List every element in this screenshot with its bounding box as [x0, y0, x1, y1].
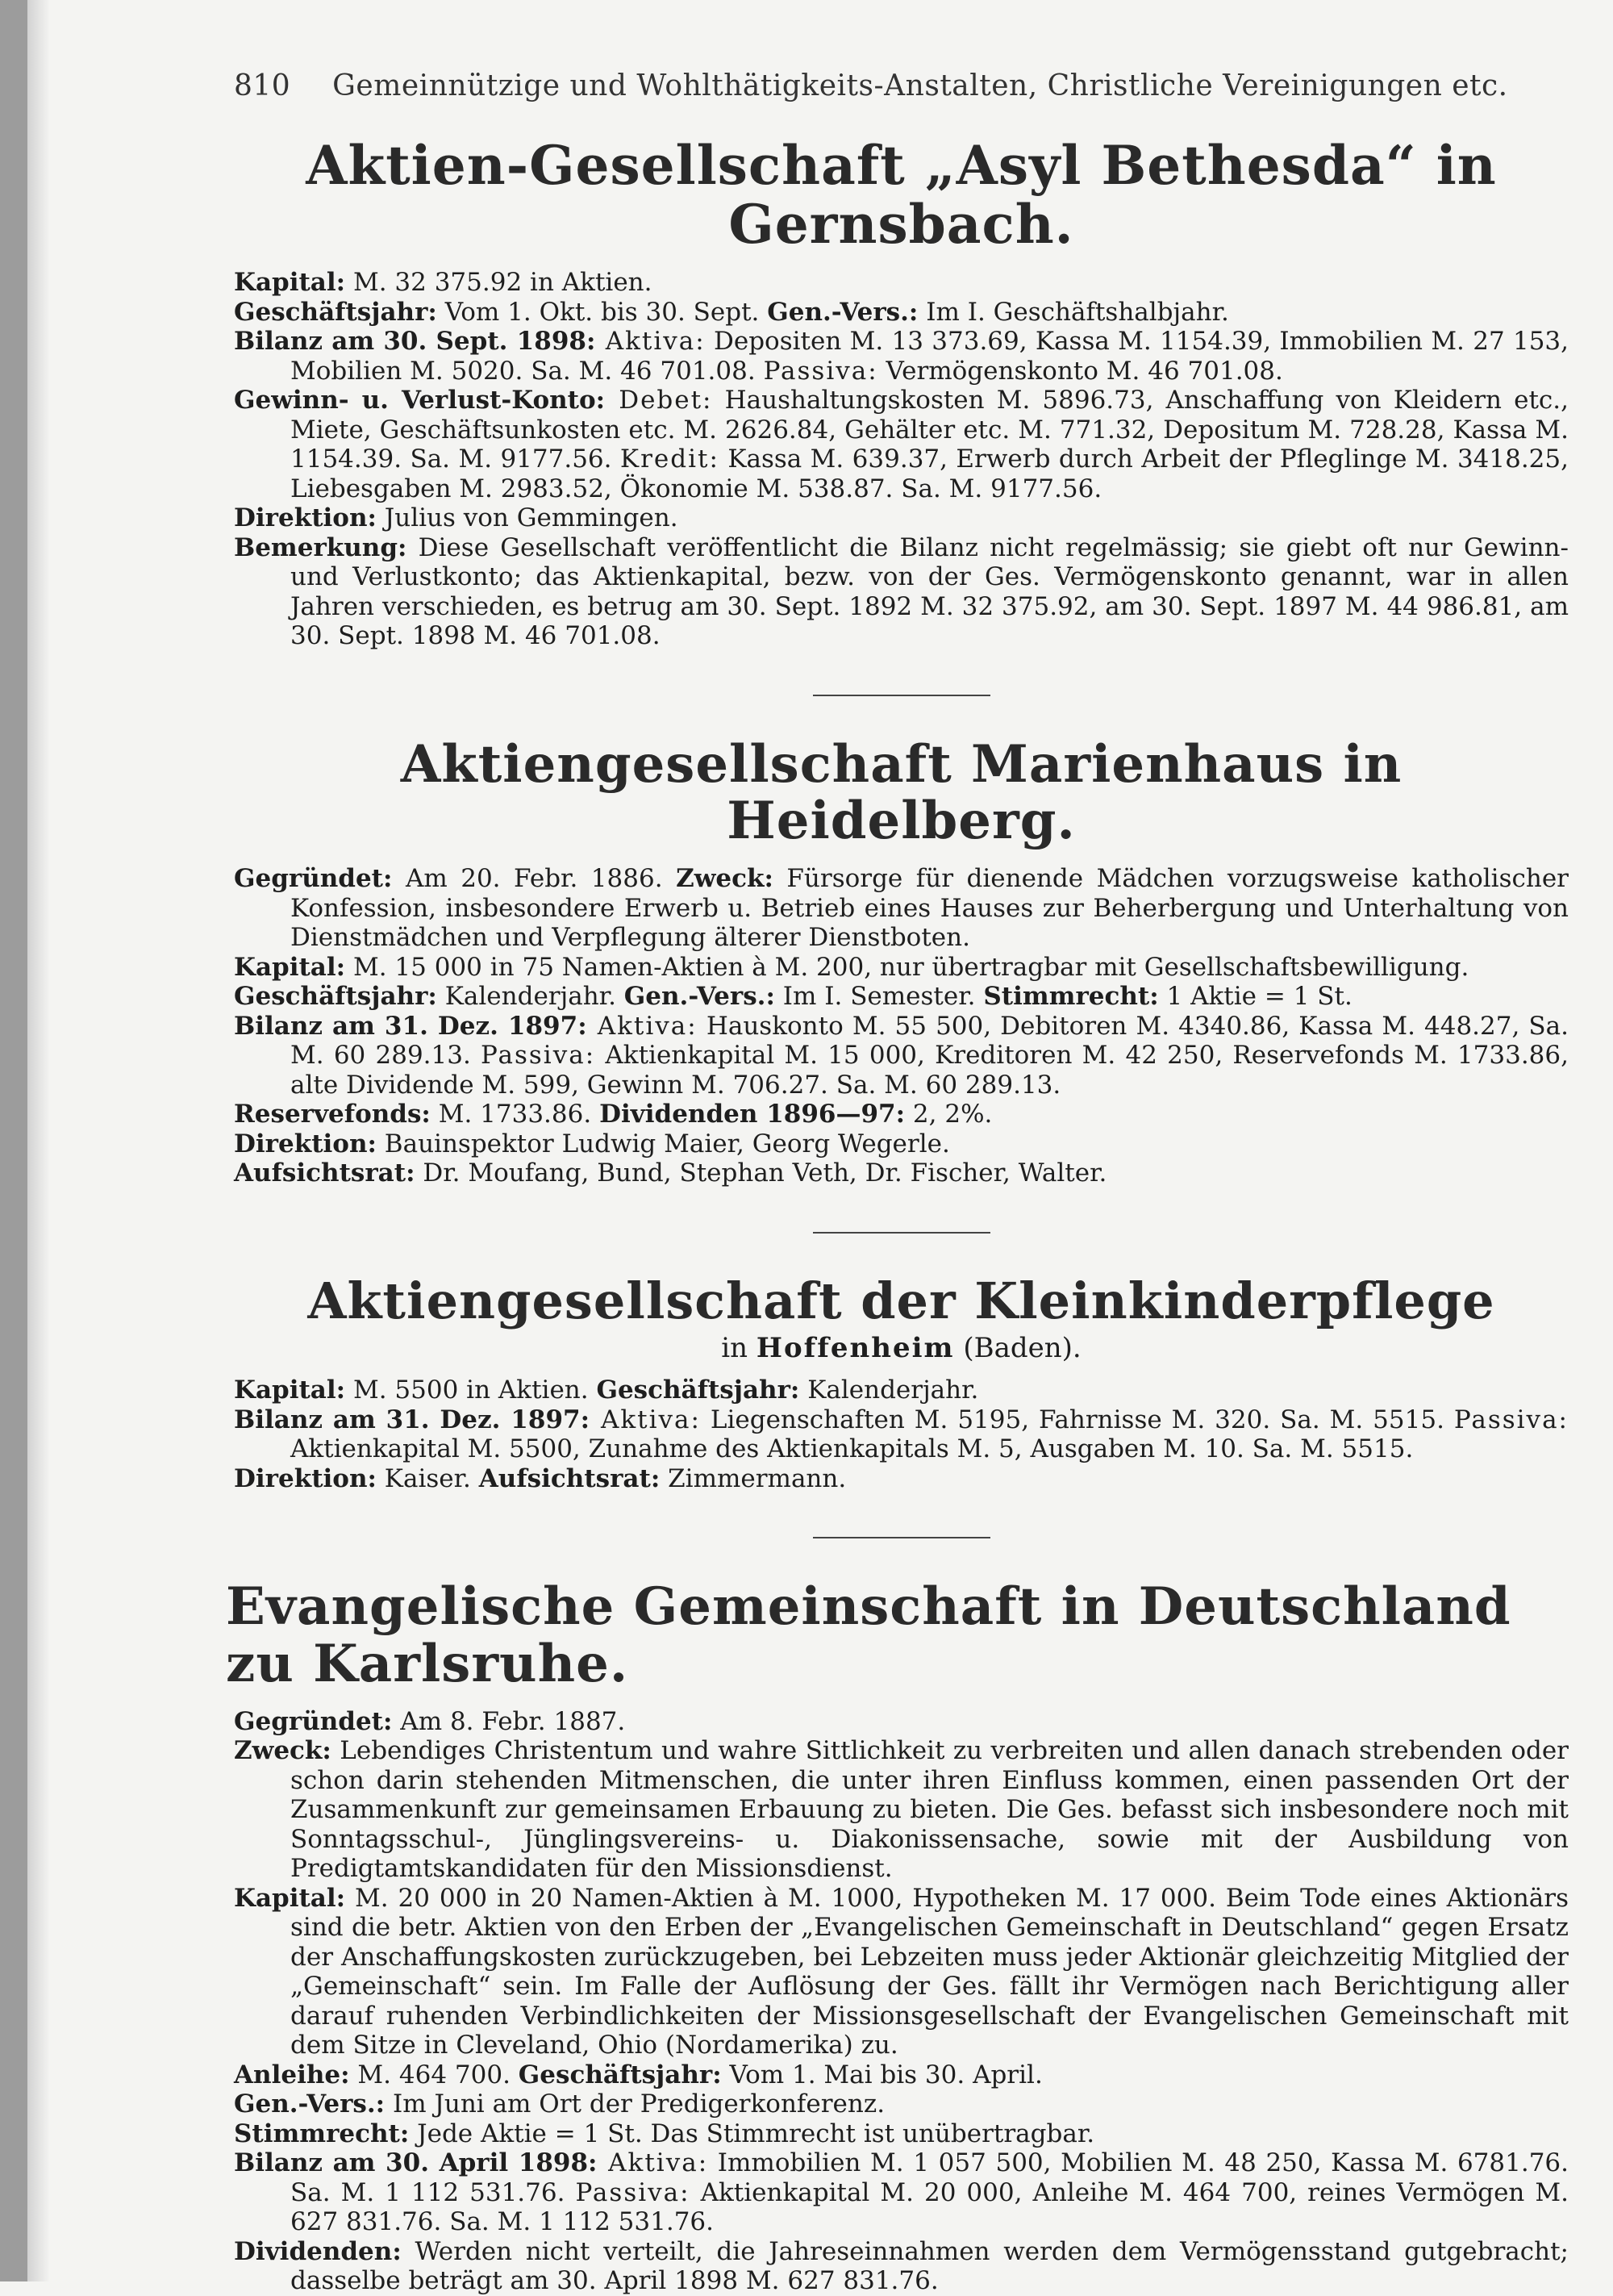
entry-anleihe: Anleihe: M. 464 700. Geschäftsjahr: Vom 1. Mai bis 30. April.	[234, 2060, 1043, 2089]
entry-bilanz: Bilanz am 31. Dez. 1897: Aktiva: Hauskonto M. 55 500, Debitoren M. 4340.86, Kassa M. 448.27, Sa. M. 60 289.13. Passiva: Aktienkapital M. 15 000, Kreditoren M. 42 250, Reservefonds M. 1733.86, alte Dividende M. 599, Gewinn M. 706.27. Sa. M. 60 289.13.	[234, 1011, 1569, 1100]
entry-geschaeftsjahr: Geschäftsjahr: Vom 1. Okt. bis 30. Sept. Gen.-Vers.: Im I. Geschäftshalbjahr.	[234, 297, 1229, 327]
entry-zweck: Zweck: Lebendiges Christentum und wahre Sittlichkeit zu verbreiten und allen danach strebenden oder schon darin stehenden Mitmenschen, die unter ihren Einfluss kommen, einen passenden Ort der Zusammenkunft zur gemeinsamen Erbauung zu bieten. Die Ges. befasst sich insbesondere noch mit Sonntagsschul-, Jünglingsvereins- u. Diakonissensache, sowie mit der Ausbildung von Predigtamtskandidaten für den Missionsdienst.	[234, 1736, 1569, 1884]
entry-bemerkung: Bemerkung: Diese Gesellschaft veröffentlicht die Bilanz nicht regelmässig; sie giebt oft nur Gewinn- und Verlustkonto; das Aktienkapital, bezw. von der Ges. Vermögenskonto genannt, war in allen Jahren verschieden, es betrug am 30. Sept. 1892 M. 32 375.92, am 30. Sept. 1897 M. 44 986.81, am 30. Sept. 1898 M. 46 701.08.	[234, 532, 1569, 651]
entry-stimmrecht: Stimmrecht: Jede Aktie = 1 St. Das Stimmrecht ist unübertragbar.	[234, 2119, 1095, 2148]
document-page	[226, 69, 1569, 2296]
section-title: Aktiengesellschaft Marienhaus in Heidelberg.	[400, 733, 1403, 852]
entry-gen-vers: Gen.-Vers.: Im Juni am Ort der Predigerkonferenz.	[234, 2089, 886, 2119]
section-title: Aktiengesellschaft der Kleinkinderpflege	[307, 1271, 1495, 1330]
running-head-text: Gemeinnützige und Wohlthätigkeits-Anstalten, Christliche Vereinigungen etc.	[332, 69, 1508, 102]
section-subtitle: in Hoffenheim (Baden).	[721, 1332, 1082, 1365]
entry-gewinn-verlust: Gewinn- u. Verlust-Konto: Debet: Haushaltungskosten M. 5896.73, Anschaffung von Kleidern etc., Miete, Geschäftsunkosten etc. M. 2626.84, Gehälter etc. M. 771.32, Depositum M. 728.28, Kassa M. 1154.39. Sa. M. 9177.56. Kredit: Kassa M. 639.37, Erwerb durch Arbeit der Pfleglinge M. 3418.25, Liebesgaben M. 2983.52, Ökonomie M. 538.87. Sa. M. 9177.56.	[234, 386, 1569, 503]
entry-bilanz: Bilanz am 30. April 1898: Aktiva: Immobilien M. 1 057 500, Mobilien M. 48 250, Kassa M. 6781.76. Sa. M. 1 112 531.76. Passiva: Aktienkapital M. 20 000, Anleihe M. 464 700, reines Vermögen M. 627 831.76. Sa. M. 1 112 531.76.	[234, 2148, 1569, 2237]
entry-direktion: Direktion: Julius von Gemmingen.	[234, 503, 678, 533]
page-number: 810	[234, 69, 291, 102]
entry-reservefonds: Reservefonds: M. 1733.86. Dividenden 1896—97: 2, 2%.	[234, 1100, 993, 1129]
section-kleinkinderpflege	[234, 1271, 1569, 1493]
section-marienhaus	[234, 733, 1569, 1188]
entry-gegruendet: Gegründet: Am 8. Febr. 1887.	[234, 1706, 626, 1736]
section-divider	[813, 695, 990, 696]
section-divider	[813, 1232, 990, 1234]
entry-gegruendet: Gegründet: Am 20. Febr. 1886. Zweck: Fürsorge für dienende Mädchen vorzugsweise katholischer Konfession, insbesondere Erwerb u. Betrieb eines Hauses zur Beherbergung und Unterhaltung von Dienstmädchen und Verpflegung älterer Dienstboten.	[234, 864, 1569, 953]
entry-aufsichtsrat: Aufsichtsrat: Dr. Moufang, Bund, Stephan Veth, Dr. Fischer, Walter.	[234, 1158, 1107, 1188]
entry-kapital: Kapital: M. 32 375.92 in Aktien.	[234, 268, 652, 298]
entry-dividenden: Dividenden: Werden nicht verteilt, die Jahreseinnahmen werden dem Vermögensstand gutgebracht; dasselbe beträgt am 30. April 1898 M. 627 831.76.	[234, 2236, 1569, 2296]
scan-spine-edge	[27, 0, 50, 2281]
section-divider	[813, 1537, 990, 1538]
entry-geschaeftsjahr: Geschäftsjahr: Kalenderjahr. Gen.-Vers.: Im I. Semester. Stimmrecht: 1 Aktie = 1 St.	[234, 982, 1353, 1012]
section-evangelische-gemeinschaft	[226, 1576, 1569, 2296]
entry-direktion: Direktion: Kaiser. Aufsichtsrat: Zimmermann.	[234, 1463, 847, 1493]
entry-bilanz: Bilanz am 31. Dez. 1897: Aktiva: Liegenschaften M. 5195, Fahrnisse M. 320. Sa. M. 5515. Passiva: Aktienkapital M. 5500, Zunahme des Aktienkapitals M. 5, Ausgaben M. 10. Sa. M. 5515.	[234, 1405, 1569, 1464]
entry-kapital: Kapital: M. 20 000 in 20 Namen-Aktien à M. 1000, Hypotheken M. 17 000. Beim Tode eines Aktionärs sind die betr. Aktien von den Erben der „Evangelischen Gemeinschaft in Deutschland“ gegen Ersatz der Anschaffungskosten zurückzugeben, bei Lebzeiten muss jeder Aktionär gleichzeitig Mitglied der „Gemeinschaft“ sein. Im Falle der Auflösung der Ges. fällt ihr Vermögen nach Berichtigung aller darauf ruhenden Verbindlichkeiten der Missionsgesellschaft der Evangelischen Gemeinschaft mit dem Sitze in Cleveland, Ohio (Nordamerika) zu.	[234, 1883, 1569, 2060]
scan-spine-shadow	[0, 0, 27, 2281]
running-head	[234, 69, 1569, 102]
section-title: Evangelische Gemeinschaft in Deutschland zu Karlsruhe.	[226, 1576, 1511, 1694]
entry-direktion: Direktion: Bauinspektor Ludwig Maier, Georg Wegerle.	[234, 1129, 950, 1158]
section-title: Aktien-Gesellschaft „Asyl Bethesda“ in Gernsbach.	[306, 134, 1497, 256]
entry-kapital: Kapital: M. 5500 in Aktien. Geschäftsjahr: Kalenderjahr.	[234, 1376, 979, 1405]
entry-bilanz: Bilanz am 30. Sept. 1898: Aktiva: Depositen M. 13 373.69, Kassa M. 1154.39, Immobilien M. 27 153, Mobilien M. 5020. Sa. M. 46 701.08. Passiva: Vermögenskonto M. 46 701.08.	[234, 327, 1569, 386]
entry-kapital: Kapital: M. 15 000 in 75 Namen-Aktien à M. 200, nur übertragbar mit Gesellschaftsbewilligung.	[234, 952, 1469, 982]
section-asyl-bethesda	[234, 136, 1569, 651]
